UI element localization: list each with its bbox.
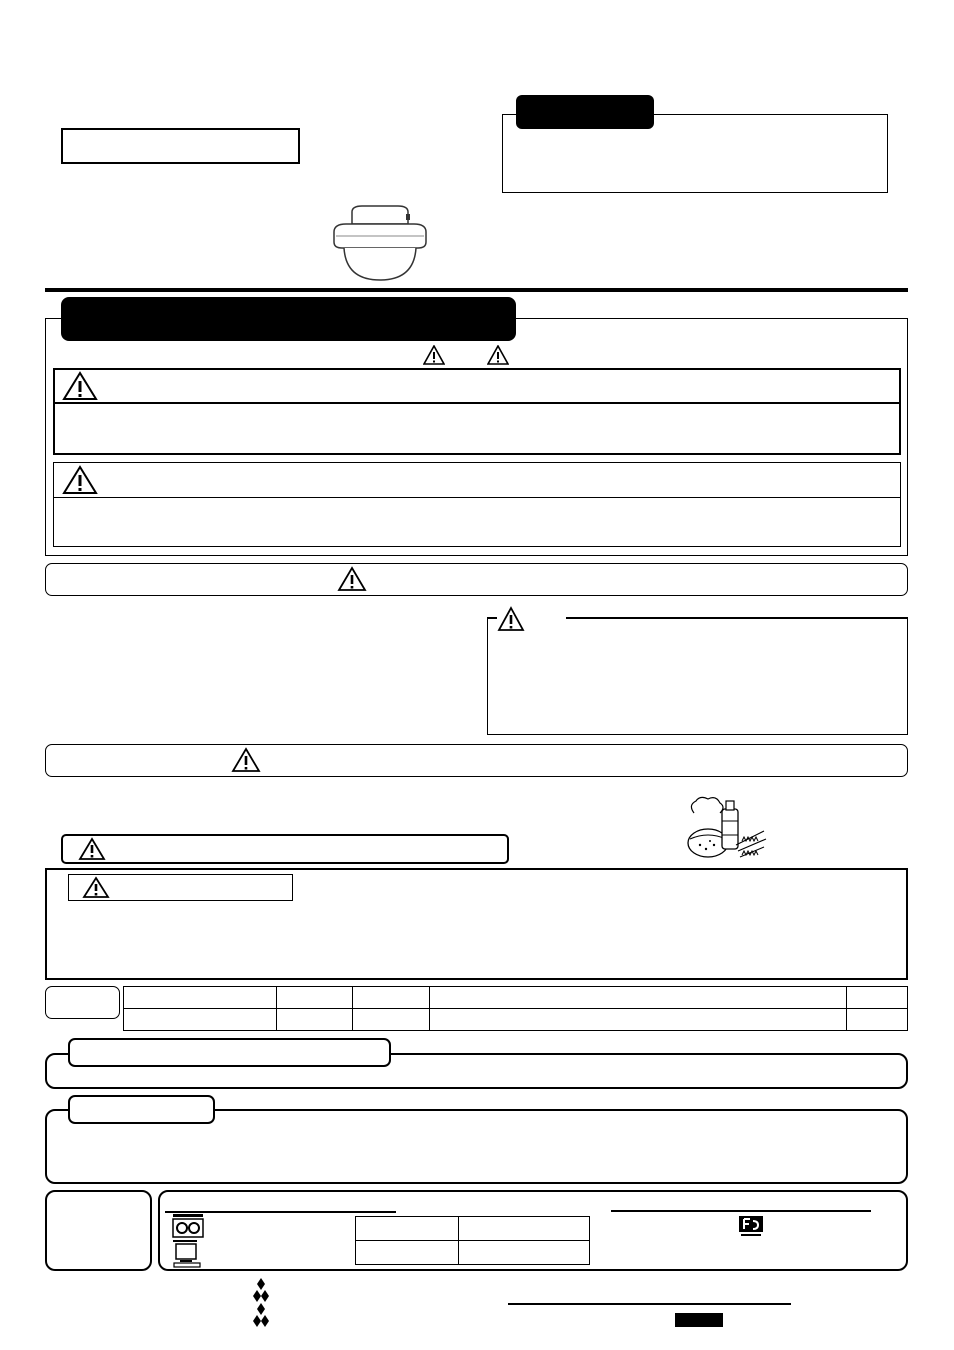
maintenance-caution-label [61,834,509,864]
table-cell [356,1217,459,1241]
table-cell [277,1009,353,1031]
table-cell [430,987,847,1009]
caution-triangle-icon [62,465,98,495]
three-diamond-logo [245,1278,277,1302]
contact-rule-right [611,1210,871,1212]
three-diamond-logo [245,1303,277,1327]
usage-caution-header [45,744,908,777]
contact-label-box [45,1190,152,1271]
caution-body [53,497,901,547]
table-cell [847,987,908,1009]
table-cell [124,1009,277,1031]
free-dial-icon [172,1213,204,1239]
table-cell [459,1217,590,1241]
table-row [124,1009,908,1031]
table-cell [459,1241,590,1265]
caution-triangle-icon [487,345,509,365]
model-box [61,128,300,164]
cleaning-supplies-illustration [684,795,768,863]
table-cell [430,1009,847,1031]
notice-tab [516,95,654,129]
table-row [356,1241,590,1265]
footer-rule [508,1303,791,1305]
caution-header [53,462,901,498]
parts-label-box [45,986,120,1019]
contact-table [355,1216,590,1265]
table-cell [353,1009,430,1031]
table-cell [277,987,353,1009]
safety-title-bar [61,297,516,341]
table-row [356,1217,590,1241]
dome-fixture-illustration [328,202,432,282]
disposal-tab [68,1038,391,1067]
free-call-icon [738,1215,764,1239]
service-tab [68,1095,215,1124]
warning-body [53,402,901,455]
warning-triangle-icon [497,606,525,632]
table-cell [124,987,277,1009]
warning-triangle-icon [82,876,110,899]
footer-black-tag [675,1313,723,1327]
installation-caution-header [45,563,908,596]
table-cell [356,1241,459,1265]
warning-triangle-icon [423,345,445,365]
table-cell [353,987,430,1009]
note-top-rule-right [566,617,908,619]
table-row [124,987,908,1009]
warning-triangle-icon [337,566,367,592]
installation-note-box [487,618,908,735]
table-cell [847,1009,908,1031]
note-top-rule-left [487,617,497,619]
warning-triangle-icon [231,747,261,773]
section-divider [45,288,908,292]
computer-monitor-icon [172,1240,204,1268]
warning-triangle-icon [62,371,98,401]
warning-triangle-icon [78,837,106,861]
warning-header [53,368,901,404]
parts-table [123,986,908,1031]
